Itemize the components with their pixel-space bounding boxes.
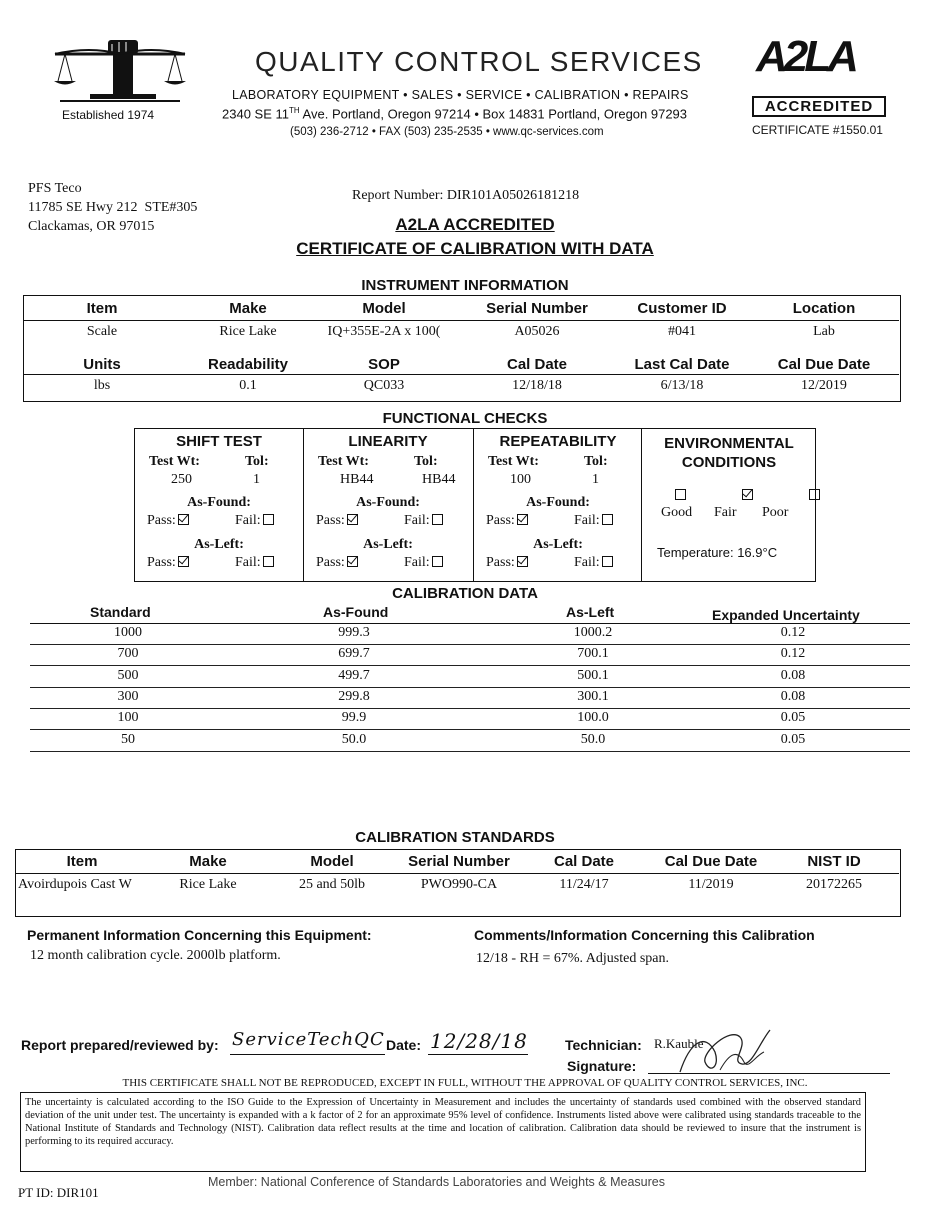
env-fair-checkbox[interactable] — [742, 489, 753, 500]
calibration-cell: 499.7 — [338, 667, 370, 683]
calibration-cell: 0.05 — [780, 731, 806, 747]
calibration-cell: 700 — [117, 646, 139, 662]
standards-value: 25 and 50lb — [298, 877, 366, 892]
calibration-cell: 1000.2 — [573, 625, 613, 640]
as-left-fail-checkbox[interactable] — [432, 556, 443, 567]
technician-name: R.Kauble — [654, 1036, 704, 1051]
calibration-row — [30, 645, 910, 666]
technician-label: Technician: — [565, 1037, 642, 1053]
prepared-by-line — [230, 1054, 385, 1055]
as-found-fail-checkbox[interactable] — [432, 514, 443, 525]
instrument-header: Units — [83, 356, 121, 373]
tolerance-value: 1 — [253, 472, 260, 487]
company-address — [222, 106, 687, 121]
tolerance-value: 1 — [592, 472, 599, 487]
calibration-cell: 0.12 — [780, 646, 806, 662]
calibration-cell: 0.08 — [780, 688, 806, 704]
instrument-header: Model — [362, 300, 406, 317]
pass-label: Pass: — [147, 555, 176, 570]
address-rest: Ave. Portland, Oregon 97214 • Box 14831 Portland, Oregon 97293 — [299, 106, 688, 122]
test-weight-label: Test Wt: — [318, 454, 369, 469]
env-good-checkbox[interactable] — [675, 489, 686, 500]
uncertainty-statement: The uncertainty is calculated according to the ISO Guide to the Expression of Uncertainty in Measurement and includes the uncertainty of standards used combined with the observed standard deviation of the unit under test. The uncertainty is expanded with a k factor of 2 for an approximate 95% level of confidence. Instruments listed above were calibrated using standards traceable to the National Institute of Standards and Technology (NIST). Calibration data reflect results at the time and location of calibration. Calibration data should be reviewed to insure that the instrument is performing to its required accuracy. — [25, 1097, 861, 1147]
calibration-cell: 0.05 — [780, 710, 806, 726]
pass-label: Pass: — [486, 555, 515, 570]
standards-value: Rice Lake — [179, 877, 237, 892]
env-poor-label: Poor — [762, 505, 789, 520]
report-title-1: A2LA ACCREDITED — [395, 215, 555, 234]
reproduction-notice: THIS CERTIFICATE SHALL NOT BE REPRODUCED, EXCEPT IN FULL, WITHOUT THE APPROVAL OF QUALITY CONTROL SERVICES, INC. — [122, 1077, 808, 1089]
env-fair-label: Fair — [714, 505, 737, 520]
env-poor-checkbox[interactable] — [809, 489, 820, 500]
as-found-fail-checkbox[interactable] — [263, 514, 274, 525]
instrument-value: IQ+355E-2A x 100( — [327, 324, 441, 339]
prepared-by-handwriting: ServiceTechQC — [232, 1029, 385, 1050]
fail-label: Fail: — [404, 513, 430, 528]
as-found-pass — [316, 513, 358, 529]
as-left-fail — [404, 555, 443, 571]
as-left-pass — [147, 555, 189, 571]
calibration-cell: 50.0 — [341, 731, 367, 747]
calibration-cell: 700.1 — [577, 646, 609, 662]
test-weight-label: Test Wt: — [149, 454, 200, 469]
as-left-pass-checkbox[interactable] — [347, 556, 358, 567]
date-label: Date: — [386, 1037, 422, 1053]
test-weight-value: HB44 — [340, 472, 374, 487]
scales-fist-logo-icon — [50, 36, 190, 106]
standards-value: 20172265 — [806, 877, 862, 892]
fail-label: Fail: — [235, 513, 261, 528]
calibration-row — [30, 624, 910, 645]
standards-section-title: CALIBRATION STANDARDS — [355, 829, 555, 846]
standards-value: 11/24/17 — [559, 877, 609, 892]
as-left-pass — [486, 555, 528, 571]
instrument-header: Cal Date — [506, 356, 568, 373]
standards-header: Item — [66, 853, 98, 870]
instrument-header: Customer ID — [637, 300, 727, 317]
customer-address2: Clackamas, OR 97015 — [28, 219, 155, 234]
as-left-fail-checkbox[interactable] — [602, 556, 613, 567]
uncertainty-statement-box — [20, 1092, 866, 1172]
date-handwriting: 12/28/18 — [430, 1029, 528, 1053]
calibration-cell: 100 — [117, 710, 139, 726]
functional-test-title: LINEARITY — [348, 433, 428, 450]
calibration-row — [30, 731, 910, 752]
instrument-header-divider-2 — [24, 374, 899, 375]
as-found-pass — [147, 513, 189, 529]
fail-label: Fail: — [574, 513, 600, 528]
signature-scribble-icon — [660, 1022, 780, 1078]
calibration-cell: 299.8 — [338, 688, 370, 704]
fail-label: Fail: — [404, 555, 430, 570]
calibration-cell: 300 — [117, 688, 139, 704]
tolerance-value: HB44 — [422, 472, 456, 487]
standards-header: Cal Date — [553, 853, 615, 870]
cal-header-uncertainty: Expanded Uncertainty — [712, 607, 860, 623]
calibration-row — [30, 667, 910, 688]
instrument-value: Lab — [813, 324, 835, 339]
tolerance-label: Tol: — [414, 454, 438, 469]
standards-value: PWO990-CA — [420, 877, 498, 892]
env-title-2: CONDITIONS — [681, 454, 777, 471]
instrument-header: Location — [792, 300, 856, 317]
as-left-pass — [316, 555, 358, 571]
test-weight-label: Test Wt: — [488, 454, 539, 469]
as-found-fail-checkbox[interactable] — [602, 514, 613, 525]
tolerance-label: Tol: — [245, 454, 269, 469]
instrument-header: Readability — [207, 356, 289, 373]
as-left-label: As-Left: — [533, 537, 583, 552]
certificate-number: CERTIFICATE #1550.01 — [752, 123, 883, 137]
instrument-value: Scale — [86, 324, 118, 339]
company-services: LABORATORY EQUIPMENT • SALES • SERVICE • CALIBRATION • REPAIRS — [232, 88, 689, 102]
calibration-cell: 1000 — [114, 625, 142, 640]
test-weight-value: 250 — [171, 472, 192, 487]
calibration-cell: 500 — [117, 667, 139, 683]
customer-address1: 11785 SE Hwy 212 STE#305 — [28, 200, 198, 215]
instrument-header: Serial Number — [486, 300, 588, 317]
as-left-fail — [235, 555, 274, 571]
as-left-fail-checkbox[interactable] — [263, 556, 274, 567]
instrument-header: Make — [229, 300, 267, 317]
cal-header-asleft: As-Left — [566, 604, 615, 620]
comments-text: 12/18 - RH = 67%. Adjusted span. — [476, 951, 669, 966]
instrument-value: A05026 — [514, 324, 560, 339]
comments-title: Comments/Information Concerning this Calibration — [474, 927, 815, 943]
as-found-pass — [486, 513, 528, 529]
address-part: 2340 SE 11 — [222, 106, 289, 122]
calibration-cell: 99.9 — [341, 710, 367, 726]
as-found-pass-checkbox[interactable] — [517, 514, 528, 525]
fail-label: Fail: — [235, 555, 261, 570]
calibration-cell: 699.7 — [338, 646, 370, 662]
standards-header-divider — [16, 873, 899, 874]
as-left-pass-checkbox[interactable] — [178, 556, 189, 567]
as-found-label: As-Found: — [187, 495, 251, 510]
instrument-section-title: INSTRUMENT INFORMATION — [361, 277, 569, 294]
as-left-fail — [574, 555, 613, 571]
standards-table — [15, 849, 901, 917]
tolerance-label: Tol: — [584, 454, 608, 469]
calibration-cell: 500.1 — [577, 667, 609, 683]
company-name: QUALITY CONTROL SERVICES — [255, 46, 703, 77]
calibration-cell: 50 — [121, 731, 135, 747]
standards-header: Cal Due Date — [664, 853, 758, 870]
as-found-pass-checkbox[interactable] — [347, 514, 358, 525]
a2la-mark: A2LA — [756, 32, 855, 81]
instrument-value: 6/13/18 — [660, 378, 704, 393]
calibration-data-title: CALIBRATION DATA — [392, 585, 538, 602]
as-found-fail — [574, 513, 613, 529]
functional-test-title: REPEATABILITY — [499, 433, 617, 450]
standards-value: 11/2019 — [688, 877, 734, 892]
as-found-fail — [404, 513, 443, 529]
a2la-logo — [752, 32, 886, 118]
instrument-value: #041 — [668, 324, 696, 339]
calibration-cell: 0.08 — [780, 667, 806, 683]
instrument-value: QC033 — [363, 378, 405, 393]
as-found-pass-checkbox[interactable] — [178, 514, 189, 525]
accredited-badge: ACCREDITED — [752, 96, 886, 117]
as-left-label: As-Left: — [194, 537, 244, 552]
standards-header: Serial Number — [408, 853, 510, 870]
as-found-fail — [235, 513, 274, 529]
member-statement: Member: National Conference of Standards Laboratories and Weights & Measures — [208, 1175, 665, 1189]
pass-label: Pass: — [316, 555, 345, 570]
instrument-header: Cal Due Date — [777, 356, 871, 373]
instrument-table — [23, 295, 901, 402]
date-line — [428, 1054, 528, 1055]
report-number: Report Number: DIR101A05026181218 — [352, 188, 580, 203]
env-good-label: Good — [661, 505, 693, 520]
instrument-value: Rice Lake — [219, 324, 277, 339]
calibration-row — [30, 688, 910, 709]
signature-label: Signature: — [567, 1058, 637, 1074]
test-weight-value: 100 — [510, 472, 531, 487]
established-label: Established 1974 — [62, 108, 155, 122]
as-left-label: As-Left: — [363, 537, 413, 552]
instrument-header: Last Cal Date — [634, 356, 730, 373]
as-found-label: As-Found: — [526, 495, 590, 510]
pass-label: Pass: — [316, 513, 345, 528]
pass-label: Pass: — [486, 513, 515, 528]
instrument-header: SOP — [368, 356, 400, 373]
calibration-cell: 0.12 — [780, 625, 806, 640]
instrument-value: 12/18/18 — [512, 378, 562, 393]
permanent-text: 12 month calibration cycle. 2000lb platform. — [30, 948, 281, 963]
cal-header-standard: Standard — [90, 604, 151, 620]
temperature: Temperature: 16.9°C — [657, 545, 778, 560]
instrument-header: Item — [86, 300, 118, 317]
calibration-cell: 300.1 — [577, 688, 609, 704]
functional-test-title: SHIFT TEST — [176, 433, 262, 450]
as-found-label: As-Found: — [356, 495, 420, 510]
permanent-title: Permanent Information Concerning this Equipment: — [27, 927, 372, 943]
pt-id: PT ID: DIR101 — [18, 1185, 99, 1200]
standards-value: Avoirdupois Cast W — [18, 877, 132, 892]
calibration-cell: 100.0 — [577, 710, 609, 726]
as-left-pass-checkbox[interactable] — [517, 556, 528, 567]
cal-header-asfound: As-Found — [323, 604, 389, 620]
report-title-2: CERTIFICATE OF CALIBRATION WITH DATA — [296, 239, 654, 258]
pass-label: Pass: — [147, 513, 176, 528]
customer-name: PFS Teco — [28, 181, 82, 196]
company-contact: (503) 236-2712 • FAX (503) 235-2535 • www.qc-services.com — [290, 126, 604, 138]
calibration-data-table — [0, 600, 950, 760]
calibration-cell: 999.3 — [338, 625, 370, 640]
functional-section-title: FUNCTIONAL CHECKS — [382, 410, 548, 427]
standards-header: Make — [189, 853, 227, 870]
standards-header: Model — [310, 853, 354, 870]
calibration-row — [30, 709, 910, 730]
env-title-1: ENVIRONMENTAL — [664, 435, 794, 452]
standards-header: NIST ID — [807, 853, 861, 870]
instrument-value: lbs — [93, 378, 111, 393]
functional-checks-box — [134, 428, 816, 582]
instrument-value: 12/2019 — [801, 378, 847, 393]
prepared-label: Report prepared/reviewed by: — [21, 1037, 219, 1053]
calibration-cell: 50.0 — [580, 731, 606, 747]
instrument-header-divider-1 — [24, 320, 899, 321]
address-superscript: TH — [288, 106, 300, 115]
company-logo — [50, 36, 190, 106]
fail-label: Fail: — [574, 555, 600, 570]
instrument-value: 0.1 — [239, 378, 257, 393]
